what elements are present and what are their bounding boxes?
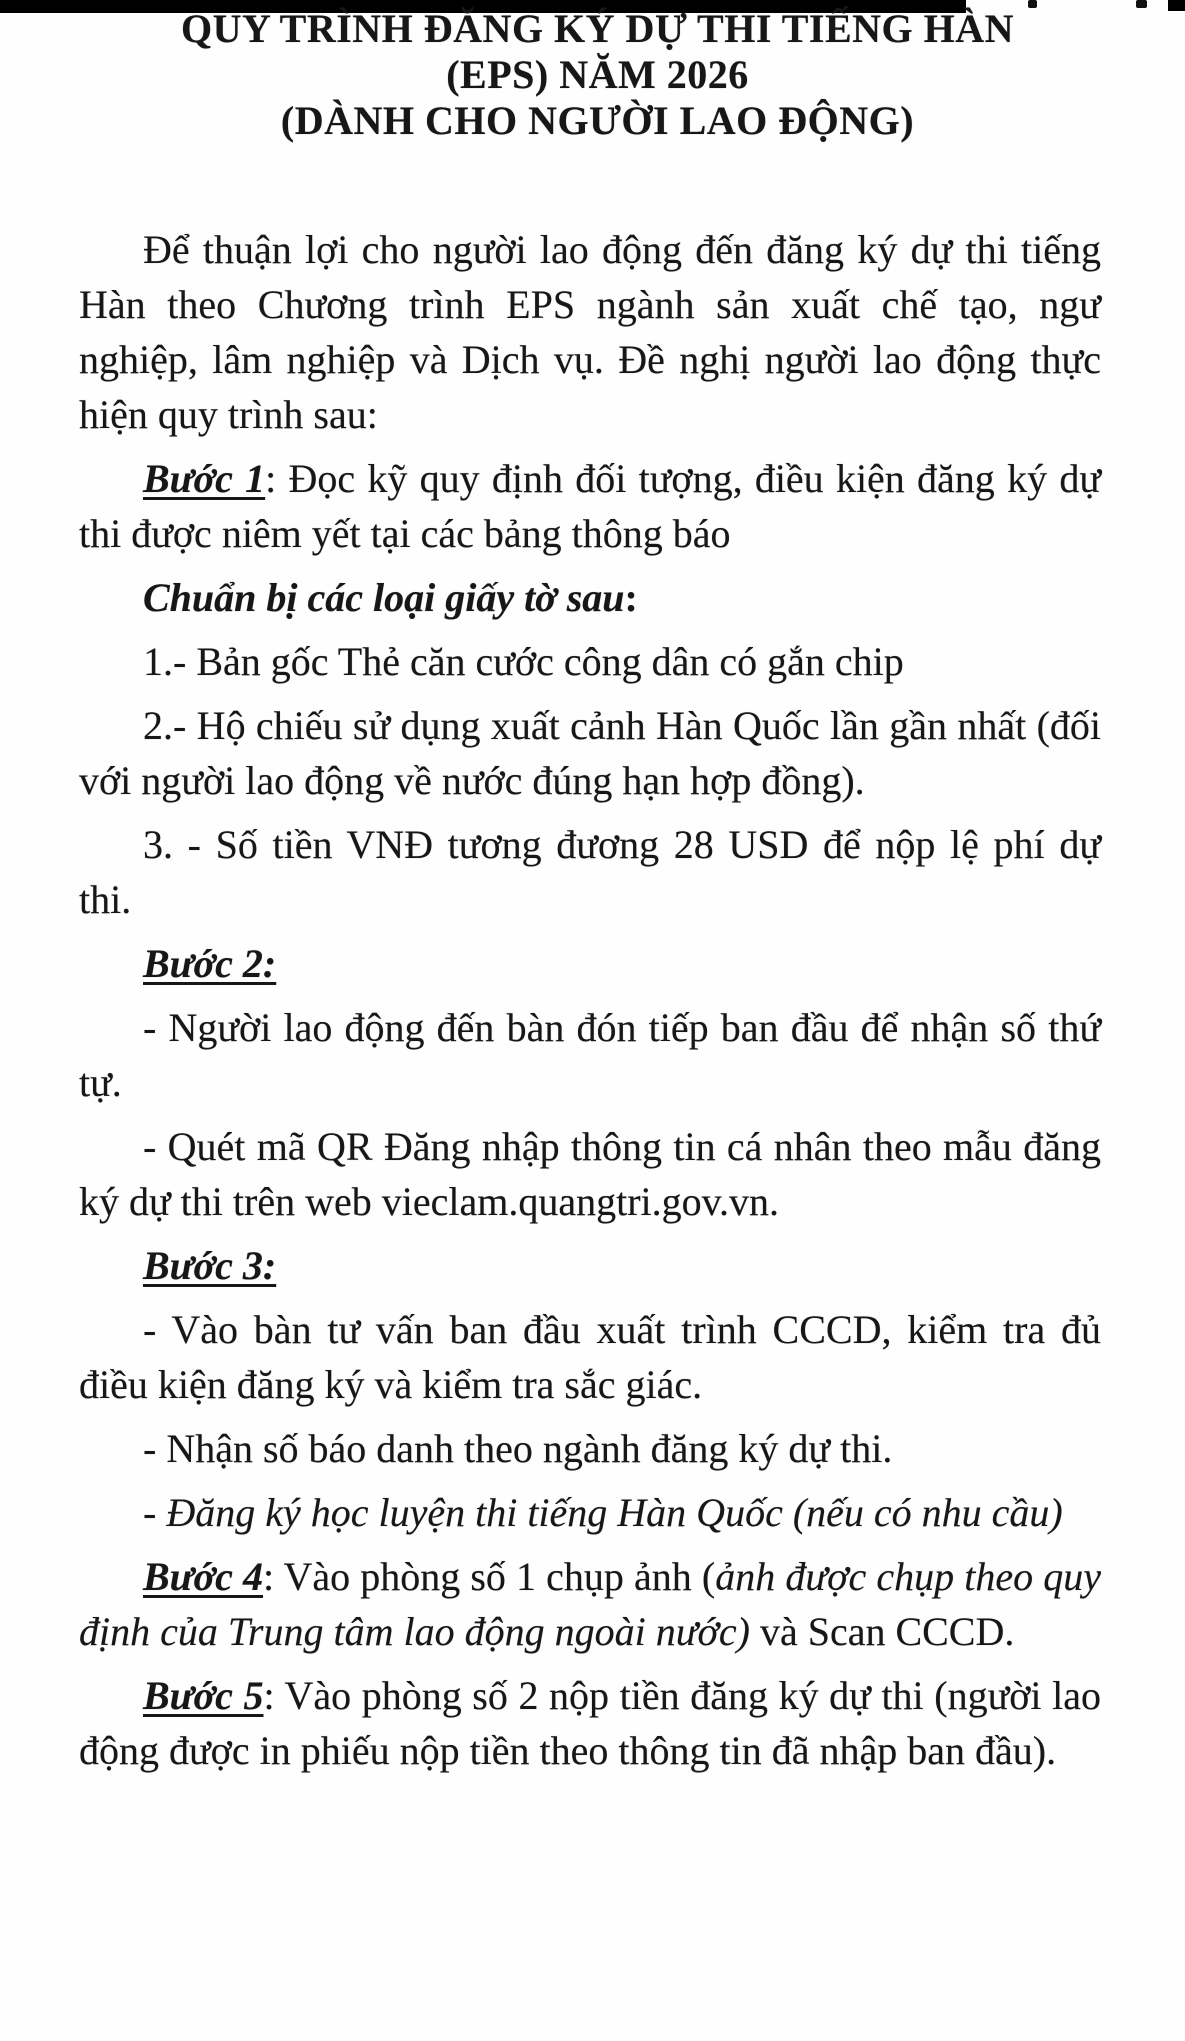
text-run: : [624,575,638,620]
text-run: 2.- Hộ chiếu sử dụng xuất cảnh Hàn Quốc lần gần nhất (đối với người lao động về nước đúng hạn hợp đồng). [79,703,1101,803]
text-run: - Vào bàn tư vấn ban đầu xuất trình CCCD, kiểm tra đủ điều kiện đăng ký và kiểm tra sắc giác. [79,1307,1101,1407]
text-run: ảnh được chụp theo quy định của Trung tâm lao động ngoài nước) [79,1554,1101,1654]
text-run: Bước 2: [143,941,277,986]
text-run: - Quét mã QR Đăng nhập thông tin cá nhân theo mẫu đăng ký dự thi trên web vieclam.quangtri.gov.vn. [79,1124,1101,1224]
text-run: - Người lao động đến bàn đón tiếp ban đầu để nhận số thứ tự. [79,1005,1101,1105]
paragraph [79,1302,1101,1412]
text-run: Bước 3: [143,1243,277,1288]
text-run: 3. - Số tiền VNĐ tương đương 28 USD để nộp lệ phí dự thi. [79,822,1101,922]
paragraph [79,1000,1101,1110]
paragraph [79,936,1101,991]
paragraph [79,1668,1101,1778]
text-run: Chuẩn bị các loại giấy tờ sau [143,575,625,620]
text-run: 1.- Bản gốc Thẻ căn cước công dân có gắn chip [143,639,904,684]
text-run: : Vào phòng số 1 chụp ảnh ( [262,1554,716,1599]
title-line-1: QUY TRÌNH ĐĂNG KÝ DỰ THI TIẾNG HÀN [180,6,1015,51]
paragraph [79,570,1101,625]
text-run: Bước 4 [143,1554,263,1599]
paragraph [79,1549,1101,1659]
text-run: - Đăng ký học luyện thi tiếng Hàn Quốc (nếu có nhu cầu) [143,1490,1063,1535]
title-line-2: (EPS) NĂM 2026 [446,52,749,97]
document-body [79,222,1101,1787]
scan-top-bar-right [1168,0,1185,11]
text-run: Bước 5 [143,1673,264,1718]
paragraph [79,698,1101,808]
text-run: Bước 1 [143,456,266,501]
text-run: - Nhận số báo danh theo ngành đăng ký dự thi. [143,1426,893,1471]
paragraph [79,634,1101,689]
paragraph [79,1238,1101,1293]
text-run: : Vào phòng số 2 nộp tiền đăng ký dự thi (người lao động được in phiếu nộp tiền theo thông tin đã nhập ban đầu). [79,1673,1101,1773]
paragraph [79,1485,1101,1540]
document-title [30,6,1165,144]
paragraph [79,817,1101,927]
text-run: Để thuận lợi cho người lao động đến đăng ký dự thi tiếng Hàn theo Chương trình EPS ngành sản xuất chế tạo, ngư nghiệp, lâm nghiệp và Dịch vụ. Đề nghị người lao động thực hiện quy trình sau: [79,227,1101,437]
paragraph [79,1119,1101,1229]
title-line-3: (DÀNH CHO NGƯỜI LAO ĐỘNG) [280,98,915,143]
text-run: : Đọc kỹ quy định đối tượng, điều kiện đăng ký dự thi được niêm yết tại các bảng thông báo [79,456,1101,556]
text-run: và Scan CCCD. [749,1609,1015,1654]
paragraph [79,222,1101,442]
paragraph [79,1421,1101,1476]
paragraph [79,451,1101,561]
